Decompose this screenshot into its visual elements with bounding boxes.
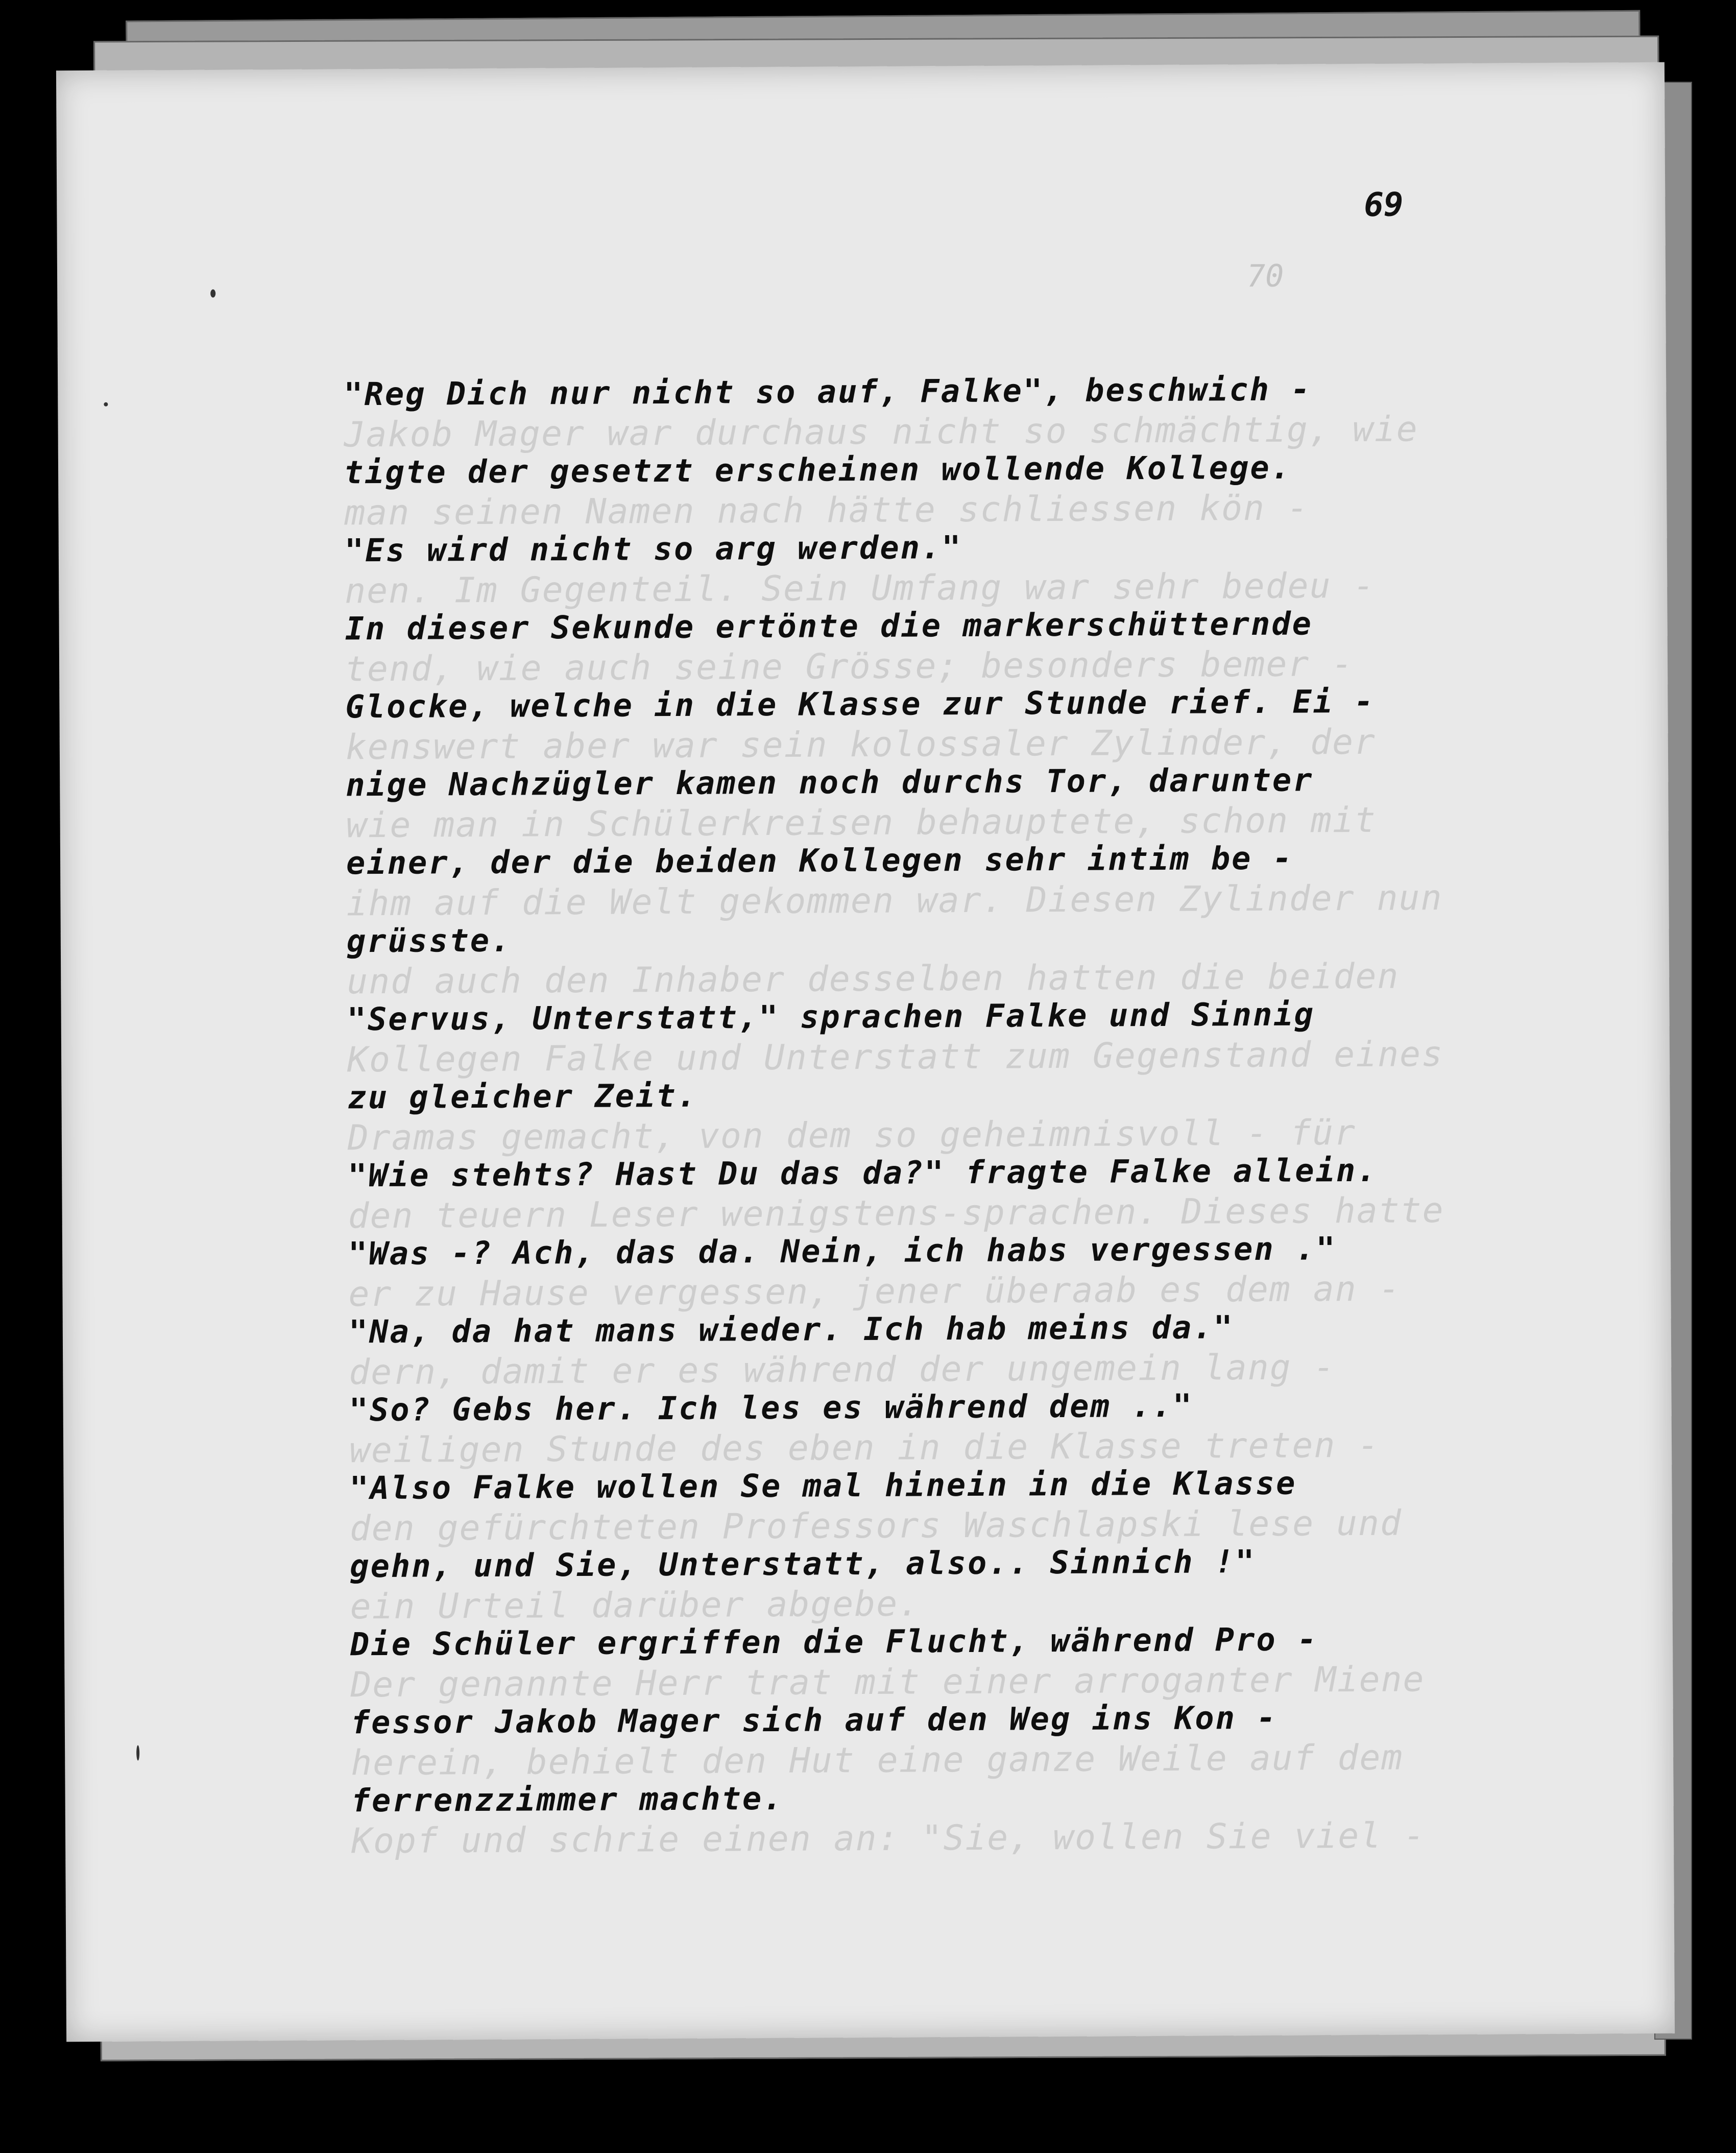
bleed-through-line: herein, behielt den Hut eine ganze Weile auf dem (351, 1737, 1404, 1784)
bleed-through-line: Dramas gemacht, von dem so geheimnisvoll - für (347, 1112, 1357, 1159)
bleed-through-line: Kollegen Falke und Unterstatt zum Gegenstand eines (347, 1034, 1444, 1081)
page-number: 69 (1364, 186, 1404, 224)
text-line: "Was -? Ach, das da. Nein, ich habs vergessen ." (348, 1230, 1337, 1273)
text-line: nige Nachzügler kamen noch durchs Tor, darunter (346, 761, 1314, 804)
typed-text-body (344, 348, 1612, 1839)
text-line: fessor Jakob Mager sich auf den Weg ins Kon - (350, 1699, 1277, 1741)
bleed-through-line: er zu Hause vergessen, jener überaab es dem an - (348, 1269, 1401, 1315)
bleed-through-line: wie man in Schülerkreisen behauptete, schon mit (346, 800, 1377, 846)
text-line: "Reg Dich nur nicht so auf, Falke", beschwich - (344, 370, 1312, 413)
text-line: "Na, da hat mans wieder. Ich hab meins da." (348, 1308, 1235, 1351)
text-line: "Es wird nicht so arg werden." (344, 528, 962, 569)
bleed-through-line: und auch den Inhaber desselben hatten die beiden (347, 956, 1400, 1002)
bleed-through-line: man seinen Namen nach hätte schliessen kön - (344, 488, 1309, 534)
text-line: "Wie stehts? Hast Du das da?" fragte Falke allein. (348, 1151, 1378, 1194)
bleed-through-line: ein Urteil darüber abgebe. (350, 1584, 921, 1628)
text-line: einer, der die beiden Kollegen sehr intim be - (346, 839, 1294, 882)
text-line: "So? Gebs her. Ich les es während dem .." (349, 1386, 1194, 1429)
bleed-through-line: Jakob Mager war durchaus nicht so schmächtig, wie (344, 409, 1418, 456)
text-line: ferrenzzimmer machte. (351, 1779, 784, 1820)
dust-speck (104, 402, 108, 406)
dust-speck (210, 290, 215, 298)
text-line: "Also Falke wollen Se mal hinein in die Klasse (349, 1464, 1297, 1507)
text-line: gehn, und Sie, Unterstatt, also.. Sinnich !" (350, 1543, 1256, 1585)
bleed-through-line: tend, wie auch seine Grösse; besonders bemer - (345, 643, 1354, 690)
dust-speck (136, 1745, 139, 1760)
bleed-through-line: kenswert aber war sein kolossaler Zylinder, der (345, 722, 1377, 768)
bleed-through-page-number: 70 (1246, 258, 1284, 295)
text-line: Glocke, welche in die Klasse zur Stunde rief. Ei - (345, 682, 1375, 726)
bleed-through-line: Der genannte Herr trat mit einer arroganter Miene (350, 1659, 1425, 1706)
text-line: In dieser Sekunde ertönte die markerschütternde (345, 605, 1313, 648)
bleed-through-line: dern, damit er es während der ungemein lang - (349, 1347, 1336, 1393)
bleed-through-line: weiligen Stunde des eben in die Klasse treten - (349, 1425, 1380, 1471)
bleed-through-line: ihm auf die Welt gekommen war. Diesen Zylinder nun (346, 878, 1443, 924)
bleed-through-line: Kopf und schrie einen an: "Sie, wollen Sie viel - (351, 1815, 1426, 1862)
bleed-through-line: den teuern Leser wenigstens-sprachen. Dieses hatte (348, 1190, 1444, 1237)
text-line: "Servus, Unterstatt," sprachen Falke und Sinnig (347, 995, 1315, 1038)
typewritten-page (56, 62, 1675, 2042)
text-line: grüsste. (346, 921, 512, 960)
bleed-through-line: den gefürchteten Professors Waschlapski lese und (349, 1503, 1403, 1549)
bleed-through-line: nen. Im Gegenteil. Sein Umfang war sehr bedeu - (345, 565, 1376, 612)
text-line: Die Schüler ergriffen die Flucht, während Pro - (350, 1620, 1318, 1663)
text-line: tigte der gesetzt erscheinen wollende Kollege. (344, 448, 1292, 491)
text-line: zu gleicher Zeit. (347, 1076, 698, 1116)
